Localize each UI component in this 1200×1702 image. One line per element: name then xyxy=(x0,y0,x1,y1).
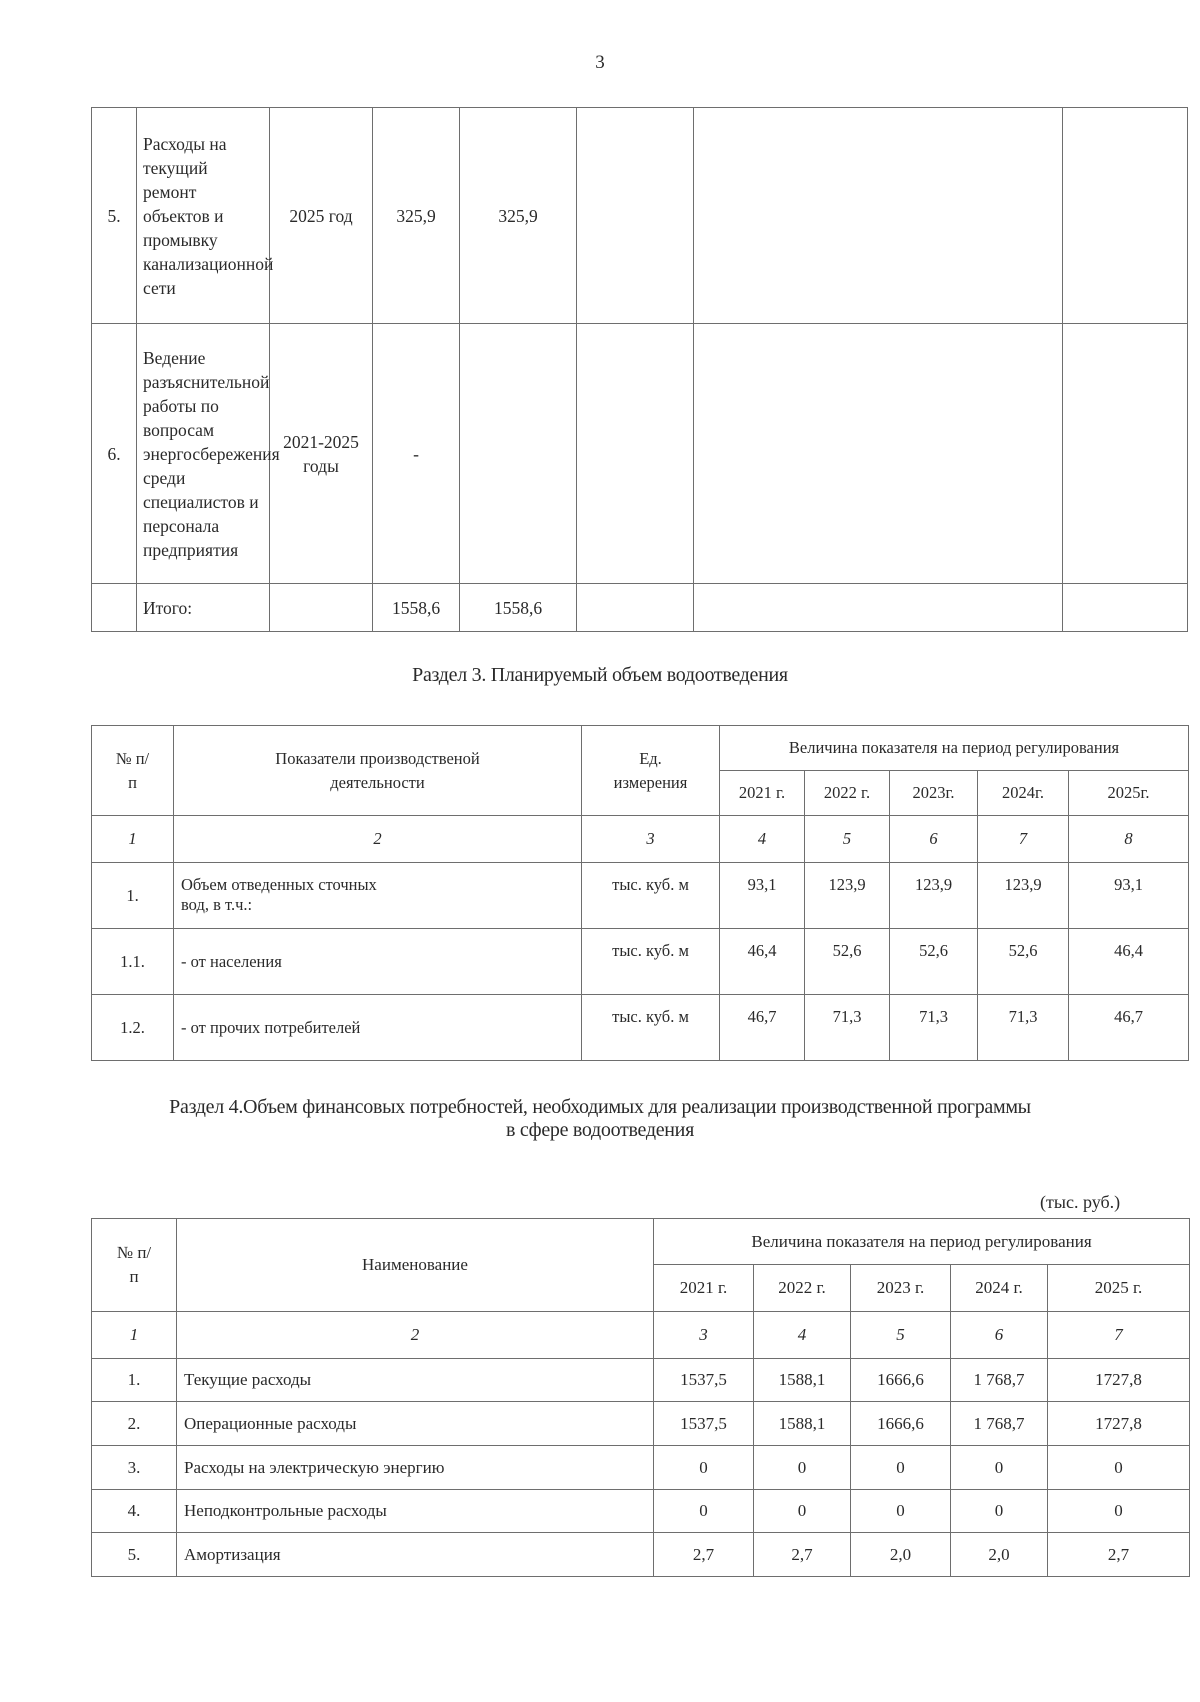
value-cell: 2,7 xyxy=(654,1533,754,1577)
value-cell: 46,4 xyxy=(1069,929,1189,995)
col-index: 3 xyxy=(654,1312,754,1359)
section4-title-line1: Раздел 4.Объем финансовых потребностей, необходимых для реализации производственной программы xyxy=(169,1096,1031,1118)
col-index: 4 xyxy=(720,816,805,863)
section3-title: Раздел 3. Планируемый объем водоотведения xyxy=(412,664,788,686)
col-name-header: Наименование xyxy=(177,1219,654,1312)
col-num-header: № п/п xyxy=(92,1219,177,1312)
value-cell: 46,7 xyxy=(1069,995,1189,1061)
value-cell: 1537,5 xyxy=(654,1359,754,1402)
value-cell: 93,1 xyxy=(1069,863,1189,929)
value-cell: 52,6 xyxy=(805,929,890,995)
table-row xyxy=(92,1490,1190,1533)
measures-table xyxy=(91,107,1188,632)
col-index: 3 xyxy=(582,816,720,863)
table-row xyxy=(92,863,1189,929)
value-cell: 0 xyxy=(754,1490,851,1533)
index-row xyxy=(92,1312,1190,1359)
table-row xyxy=(92,108,1188,324)
col-index: 6 xyxy=(890,816,978,863)
col-index: 5 xyxy=(851,1312,951,1359)
table-row xyxy=(92,1359,1190,1402)
value-cell: 1727,8 xyxy=(1048,1359,1190,1402)
unit-cell: тыс. куб. м xyxy=(582,995,720,1061)
value-cell: 52,6 xyxy=(978,929,1069,995)
value-cell: 0 xyxy=(1048,1446,1190,1490)
year-header: 2021 г. xyxy=(720,771,805,816)
col-index: 7 xyxy=(1048,1312,1190,1359)
value-cell: 1 768,7 xyxy=(951,1359,1048,1402)
year-header: 2025 г. xyxy=(1048,1265,1190,1312)
year-header: 2023 г. xyxy=(851,1265,951,1312)
row-number: 1. xyxy=(92,1359,177,1402)
value-cell: 71,3 xyxy=(805,995,890,1061)
total-cost-2: 1558,6 xyxy=(460,584,577,632)
col-unit-header: Ед. измерения xyxy=(582,726,720,816)
value-cell: 1666,6 xyxy=(851,1402,951,1446)
col-index: 2 xyxy=(177,1312,654,1359)
col-num-header: № п/п xyxy=(92,726,174,816)
table-row xyxy=(92,324,1188,584)
value-cell: 1666,6 xyxy=(851,1359,951,1402)
value-cell: 2,0 xyxy=(951,1533,1048,1577)
index-row xyxy=(92,816,1189,863)
value-cell: 1588,1 xyxy=(754,1402,851,1446)
total-label: Итого: xyxy=(137,584,270,632)
section4-title-line2: в сфере водоотведения xyxy=(506,1119,694,1141)
row-number: 1.2. xyxy=(92,995,174,1061)
table-row xyxy=(92,1402,1190,1446)
table-row xyxy=(92,995,1189,1061)
expense-name: Амортизация xyxy=(177,1533,654,1577)
row-number: 6. xyxy=(92,324,137,584)
table-row xyxy=(92,1533,1190,1577)
table-row xyxy=(92,1446,1190,1490)
col-index: 4 xyxy=(754,1312,851,1359)
period-group-header: Величина показателя на период регулирования xyxy=(720,726,1189,771)
measure-name: Расходы на текущий ремонт объектов и промывку канализационной сети xyxy=(137,108,270,324)
value-cell: 0 xyxy=(754,1446,851,1490)
units-note: (тыс. руб.) xyxy=(1040,1192,1121,1212)
year-header: 2022 г. xyxy=(754,1265,851,1312)
year-header: 2024 г. xyxy=(951,1265,1048,1312)
row-number: 1. xyxy=(92,863,174,929)
measure-period: 2021-2025 годы xyxy=(270,324,373,584)
col-index: 2 xyxy=(174,816,582,863)
row-number: 5. xyxy=(92,1533,177,1577)
col-index: 7 xyxy=(978,816,1069,863)
header-row xyxy=(92,726,1189,771)
col-index: 8 xyxy=(1069,816,1189,863)
measure-cost-2 xyxy=(460,324,577,584)
header-row xyxy=(92,1219,1190,1265)
measure-period xyxy=(270,584,373,632)
year-header: 2025г. xyxy=(1069,771,1189,816)
year-header: 2022 г. xyxy=(805,771,890,816)
year-header: 2021 г. xyxy=(654,1265,754,1312)
indicator-name: - от населения xyxy=(174,929,582,995)
unit-cell: тыс. куб. м xyxy=(582,863,720,929)
measure-cost-2: 325,9 xyxy=(460,108,577,324)
value-cell: 0 xyxy=(654,1490,754,1533)
col-index: 1 xyxy=(92,1312,177,1359)
expense-name: Операционные расходы xyxy=(177,1402,654,1446)
year-header: 2024г. xyxy=(978,771,1069,816)
value-cell: 46,7 xyxy=(720,995,805,1061)
financial-needs-table xyxy=(91,1218,1190,1577)
expense-name: Расходы на электрическую энергию xyxy=(177,1446,654,1490)
value-cell: 0 xyxy=(654,1446,754,1490)
wastewater-volume-table xyxy=(91,725,1189,1061)
value-cell: 123,9 xyxy=(890,863,978,929)
value-cell: 2,7 xyxy=(754,1533,851,1577)
row-number: 4. xyxy=(92,1490,177,1533)
measure-cost: 325,9 xyxy=(373,108,460,324)
value-cell: 2,7 xyxy=(1048,1533,1190,1577)
row-number: 2. xyxy=(92,1402,177,1446)
measure-period: 2025 год xyxy=(270,108,373,324)
indicator-name: Объем отведенных сточных вод, в т.ч.: xyxy=(174,863,582,929)
col-indicator-header: Показатели производственой деятельности xyxy=(174,726,582,816)
section4-title xyxy=(0,1096,1200,1142)
period-group-header: Величина показателя на период регулирования xyxy=(654,1219,1190,1265)
year-header: 2023г. xyxy=(890,771,978,816)
value-cell: 71,3 xyxy=(890,995,978,1061)
table-row xyxy=(92,929,1189,995)
page-number: 3 xyxy=(595,52,605,73)
value-cell: 46,4 xyxy=(720,929,805,995)
col-index: 6 xyxy=(951,1312,1048,1359)
value-cell: 0 xyxy=(851,1446,951,1490)
row-number: 1.1. xyxy=(92,929,174,995)
value-cell: 71,3 xyxy=(978,995,1069,1061)
col-index: 5 xyxy=(805,816,890,863)
value-cell: 52,6 xyxy=(890,929,978,995)
value-cell: 2,0 xyxy=(851,1533,951,1577)
value-cell: 123,9 xyxy=(805,863,890,929)
row-number xyxy=(92,584,137,632)
value-cell: 0 xyxy=(951,1490,1048,1533)
expense-name: Неподконтрольные расходы xyxy=(177,1490,654,1533)
measure-cost: - xyxy=(373,324,460,584)
value-cell: 0 xyxy=(1048,1490,1190,1533)
value-cell: 93,1 xyxy=(720,863,805,929)
value-cell: 0 xyxy=(851,1490,951,1533)
value-cell: 123,9 xyxy=(978,863,1069,929)
indicator-name: - от прочих потребителей xyxy=(174,995,582,1061)
value-cell: 1588,1 xyxy=(754,1359,851,1402)
row-number: 5. xyxy=(92,108,137,324)
table-row-total xyxy=(92,584,1188,632)
value-cell: 1727,8 xyxy=(1048,1402,1190,1446)
total-cost: 1558,6 xyxy=(373,584,460,632)
value-cell: 1537,5 xyxy=(654,1402,754,1446)
measure-name: Ведение разъяснительной работы по вопросам энергосбережения среди специалистов и персонала предприятия xyxy=(137,324,270,584)
expense-name: Текущие расходы xyxy=(177,1359,654,1402)
value-cell: 1 768,7 xyxy=(951,1402,1048,1446)
value-cell: 0 xyxy=(951,1446,1048,1490)
row-number: 3. xyxy=(92,1446,177,1490)
unit-cell: тыс. куб. м xyxy=(582,929,720,995)
col-index: 1 xyxy=(92,816,174,863)
